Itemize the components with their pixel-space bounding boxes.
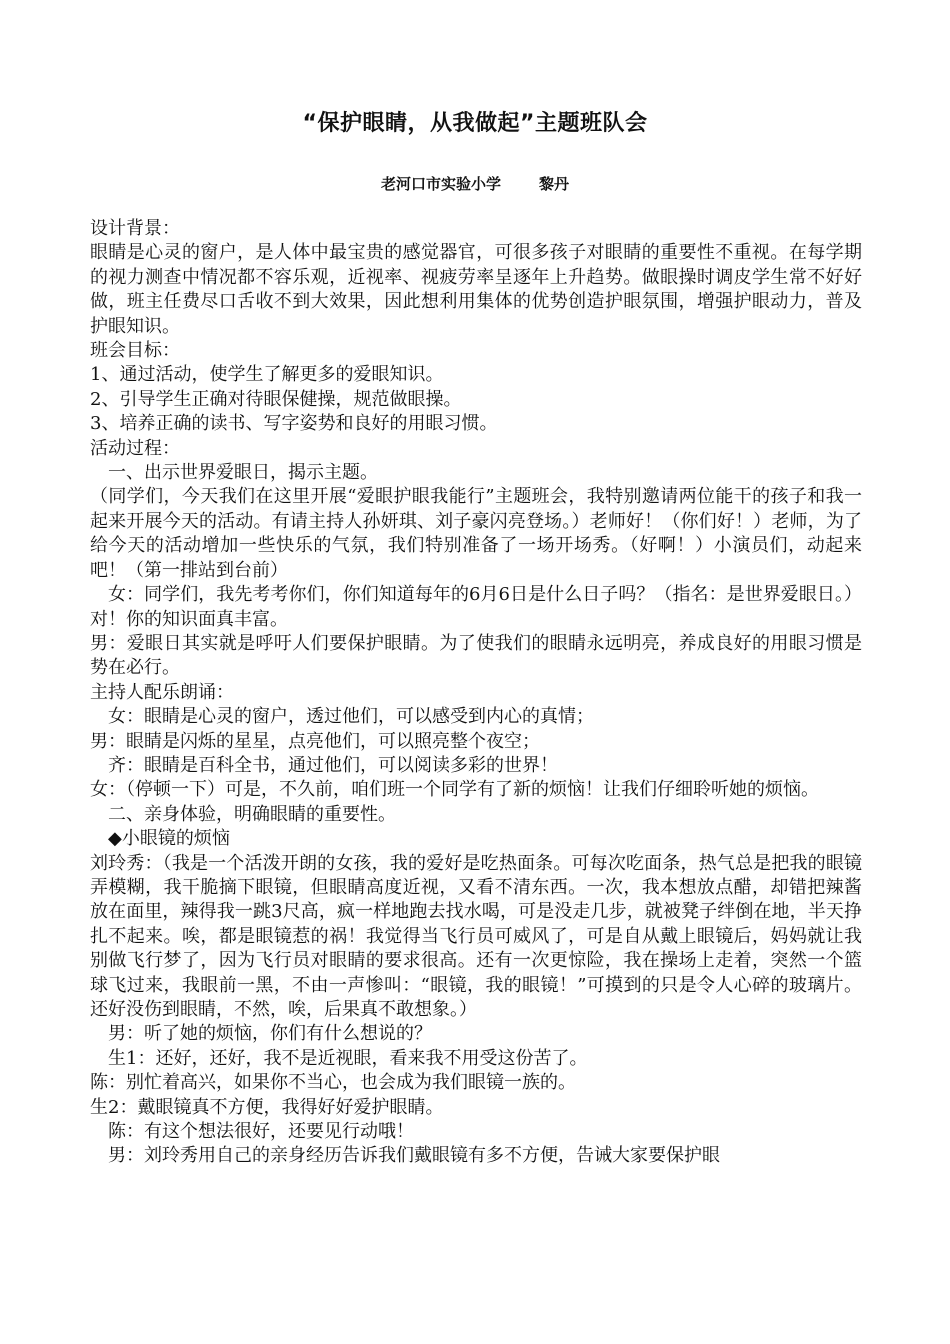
- paragraph: 女：眼睛是心灵的窗户，透过他们，可以感受到内心的真情；: [108, 706, 594, 728]
- paragraph: 男：眼睛是闪烁的星星，点亮他们，可以照亮整个夜空；: [90, 730, 540, 752]
- paragraph: 刘玲秀：（我是一个活泼开朗的女孩，我的爱好是吃热面条。可每次吃面条，热气总是把我的眼镜弄模糊，我干脆摘下眼镜，但眼睛高度近视，又看不清东西。一次，我本想放点醋，却错把辣酱放在面里，辣得我一跳3尺高，疯一样地跑去找水喝，可是没走几步，就被凳子绊倒在地，半天挣扎不起来。唉，都是眼镜惹的祸！我觉得当飞行员可威风了，可是自从戴上眼镜后，妈妈就让我别做飞行梦了，因为飞行员对眼睛的要求很高。还有一次更惊险，我在操场上走着，突然一个篮球飞过来，我眼前一黑，不由一声惨叫：“眼镜，我的眼镜！”可摸到的只是令人心碎的玻璃片。还好没伤到眼睛，不然，唉，后果真不敢想象。）: [90, 852, 862, 1020]
- document-body: [90, 217, 862, 1169]
- paragraph: 活动过程：: [90, 437, 180, 459]
- author-line: [0, 172, 950, 196]
- paragraph: 生2：戴眼镜真不方便，我得好好爱护眼睛。: [90, 1096, 444, 1118]
- paragraph: 生1：还好，还好，我不是近视眼，看来我不用受这份苦了。: [108, 1047, 588, 1069]
- paragraph: 女：同学们，我先考考你们，你们知道每年的6月6日是什么日子吗？（指名：是世界爱眼日。）对！你的知识面真丰富。: [90, 584, 862, 630]
- paragraph: （同学们，今天我们在这里开展“爱眼护眼我能行”主题班会，我特别邀请两位能干的孩子和我一起来开展今天的活动。有请主持人孙妍琪、刘子豪闪亮登场。）老师好！（你们好！）老师，为了给今天的活动增加一些快乐的气氛，我们特别准备了一场开场秀。（好啊！）小演员们，动起来吧！（第一排站到台前）: [90, 486, 862, 581]
- author-name: 黎丹: [539, 175, 570, 193]
- paragraph: 2、引导学生正确对待眼保健操，规范做眼操。: [90, 388, 462, 410]
- paragraph: 齐：眼睛是百科全书，通过他们，可以阅读多彩的世界！: [108, 754, 558, 776]
- paragraph: 男：刘玲秀用自己的亲身经历告诉我们戴眼镜有多不方便，告诫大家要保护眼: [108, 1145, 720, 1167]
- paragraph: 一、出示世界爱眼日，揭示主题。: [108, 462, 378, 484]
- paragraph: 眼睛是心灵的窗户，是人体中最宝贵的感觉器官，可很多孩子对眼睛的重要性不重视。在每学期的视力测查中情况都不容乐观，近视率、视疲劳率呈逐年上升趋势。做眼操时调皮学生常不好好做，班主任费尽口舌收不到大效果，因此想利用集体的优势创造护眼氛围，增强护眼动力，普及护眼知识。: [90, 242, 862, 337]
- paragraph: 男：听了她的烦恼，你们有什么想说的？: [108, 1023, 432, 1045]
- paragraph: 设计背景：: [90, 218, 180, 239]
- paragraph: 二、亲身体验，明确眼睛的重要性。: [108, 803, 396, 825]
- paragraph: ◆小眼镜的烦恼: [108, 828, 230, 850]
- paragraph: 陈：有这个想法很好，还要见行动哦！: [108, 1121, 414, 1143]
- paragraph: 女：（停顿一下）可是，不久前，咱们班一个同学有了新的烦恼！让我们仔细聆听她的烦恼。: [90, 779, 819, 801]
- paragraph: 陈：别忙着高兴，如果你不当心，也会成为我们眼镜一族的。: [90, 1072, 576, 1094]
- school-name: 老河口市实验小学: [380, 175, 501, 193]
- paragraph: 班会目标：: [90, 340, 180, 362]
- paragraph: 3、培养正确的读书、写字姿势和良好的用眼习惯。: [90, 413, 498, 435]
- paragraph: 主持人配乐朗诵：: [90, 681, 234, 703]
- paragraph: 1、通过活动，使学生了解更多的爱眼知识。: [90, 364, 444, 386]
- document-title: “保护眼睛，从我做起”主题班队会: [302, 111, 648, 136]
- paragraph: 男：爱眼日其实就是呼吁人们要保护眼睛。为了使我们的眼睛永远明亮，养成良好的用眼习惯是势在必行。: [90, 632, 862, 679]
